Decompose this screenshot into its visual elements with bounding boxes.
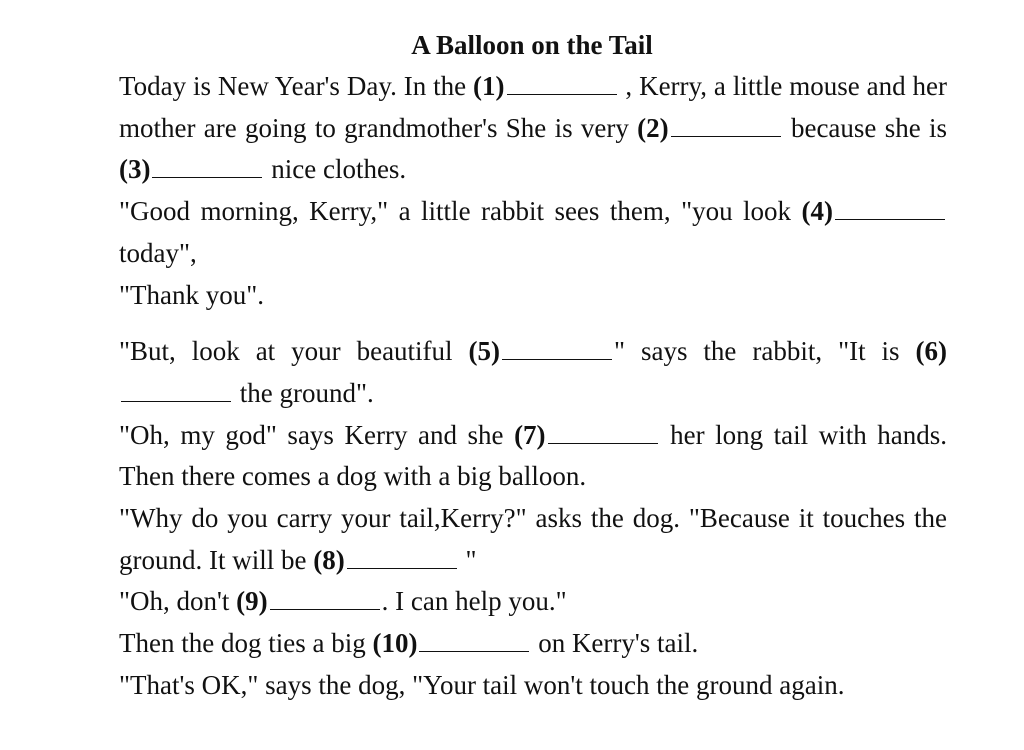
answer-blank[interactable]: [419, 631, 529, 652]
story-text-segment: on Kerry's tail.: [531, 628, 699, 659]
question-number: (4): [801, 196, 833, 227]
story-paragraph: [119, 191, 947, 274]
story-paragraph: [119, 665, 947, 707]
story-text-segment: ": [458, 544, 477, 575]
story-paragraph: [119, 498, 947, 581]
story-text-segment: "That's OK," says the dog, "Your tail won't touch the ground again.: [119, 669, 845, 700]
answer-blank[interactable]: [835, 199, 945, 220]
story-text-segment: "But, look at your beautiful: [119, 336, 469, 367]
answer-blank[interactable]: [502, 339, 612, 360]
question-number: (9): [236, 586, 268, 617]
story-text-segment: "Oh, don't: [119, 586, 237, 617]
document-title: A Balloon on the Tail: [411, 30, 653, 60]
story-text-segment: because she is: [782, 112, 948, 143]
question-number: (2): [637, 112, 669, 143]
story-text-segment: nice clothes.: [264, 154, 407, 185]
story-text-segment: , Kerry, a little mouse and her mother are going to grandmother's She is very: [119, 71, 947, 143]
question-number: (5): [468, 336, 500, 367]
story-paragraph: [119, 66, 947, 191]
question-number: (10): [372, 628, 418, 659]
story-text-segment: the ground".: [233, 377, 374, 408]
story-text-segment: . I can help you.": [381, 586, 567, 617]
story-text-segment: "Thank you".: [119, 279, 265, 310]
story-text-segment: " says the rabbit, "It is: [614, 336, 916, 367]
story-text-segment: Today is New Year's Day. In the: [119, 71, 474, 101]
story-text: [119, 66, 947, 707]
answer-blank[interactable]: [152, 157, 262, 178]
question-number: (7): [514, 419, 546, 450]
answer-blank[interactable]: [548, 423, 658, 444]
question-number: (6): [915, 336, 947, 367]
story-text-segment: Then the dog ties a big: [119, 628, 373, 659]
story-paragraph: [119, 415, 947, 498]
story-text-segment: "Good morning, Kerry," a little rabbit sees them, "you look: [119, 196, 802, 227]
answer-blank[interactable]: [347, 548, 457, 569]
story-text-segment: "Why do you carry your tail,Kerry?" asks the dog. "Because it touches the ground. It will be: [119, 503, 947, 575]
story-text-segment: today",: [119, 237, 197, 268]
answer-blank[interactable]: [121, 381, 231, 402]
question-number: (3): [119, 154, 151, 185]
answer-blank[interactable]: [270, 589, 380, 610]
question-number: (1): [473, 71, 505, 101]
question-number: (8): [313, 544, 345, 575]
story-text-segment: "Oh, my god" says Kerry and she: [119, 419, 515, 450]
answer-blank[interactable]: [671, 116, 781, 137]
story-text-segment: her long tail with hands. Then there comes a dog with a big balloon.: [119, 419, 947, 492]
story-paragraph: [119, 275, 947, 317]
story-paragraph: [119, 623, 947, 665]
story-paragraph: [119, 331, 947, 414]
answer-blank[interactable]: [507, 74, 617, 95]
story-paragraph: [119, 581, 947, 623]
